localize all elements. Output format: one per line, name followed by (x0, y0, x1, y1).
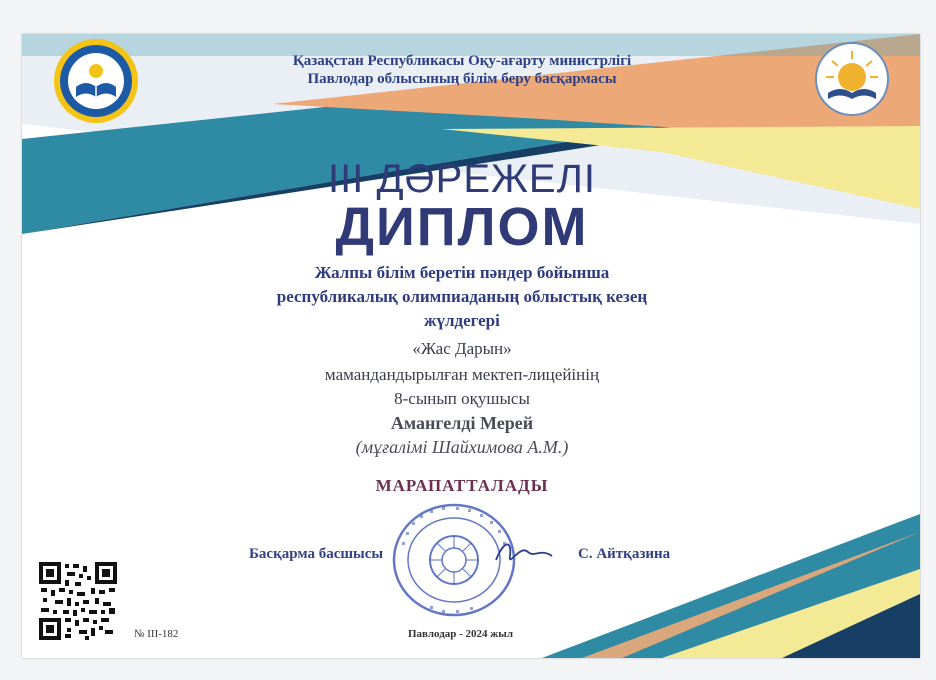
diploma-sheet (22, 34, 920, 658)
diploma-title: ДИПЛОМ (335, 197, 589, 257)
ministry-emblem-icon (52, 37, 140, 125)
city-year: Павлодар - 2024 жыл (408, 628, 514, 640)
signature-scribble (490, 534, 558, 570)
olympiad-line-2: республикалық олимпиаданың облыстық кезең (276, 287, 648, 306)
olympiad-line-3: жүлдегері (424, 311, 500, 330)
diploma-number: № III-182 (134, 628, 179, 640)
student-name: Амангелді Мерей (390, 413, 534, 433)
qr-code-icon (39, 562, 117, 640)
teacher-name: (мұғалімі Шайхимова А.М.) (355, 437, 569, 457)
school-name: «Жас Дарын» (412, 339, 512, 358)
open-book-sun-icon (814, 37, 890, 123)
signature-name: С. Айтқазина (578, 546, 671, 562)
school-type: мамандандырылған мектеп-лицейінің (324, 365, 600, 384)
awarded-label: МАРАПАТТАЛАДЫ (375, 476, 549, 495)
olympiad-line-1: Жалпы білім беретін пәндер бойынша (314, 263, 610, 282)
ministry-name: Қазақстан Республикасы Оқу-ағарту министрлігі (292, 53, 632, 69)
signature-title: Басқарма басшысы (249, 546, 384, 562)
student-grade: 8-сынып оқушысы (394, 389, 530, 408)
department-name: Павлодар облысының білім беру басқармасы (307, 71, 617, 87)
diploma-degree: III ДӘРЕЖЕЛІ (328, 157, 596, 201)
